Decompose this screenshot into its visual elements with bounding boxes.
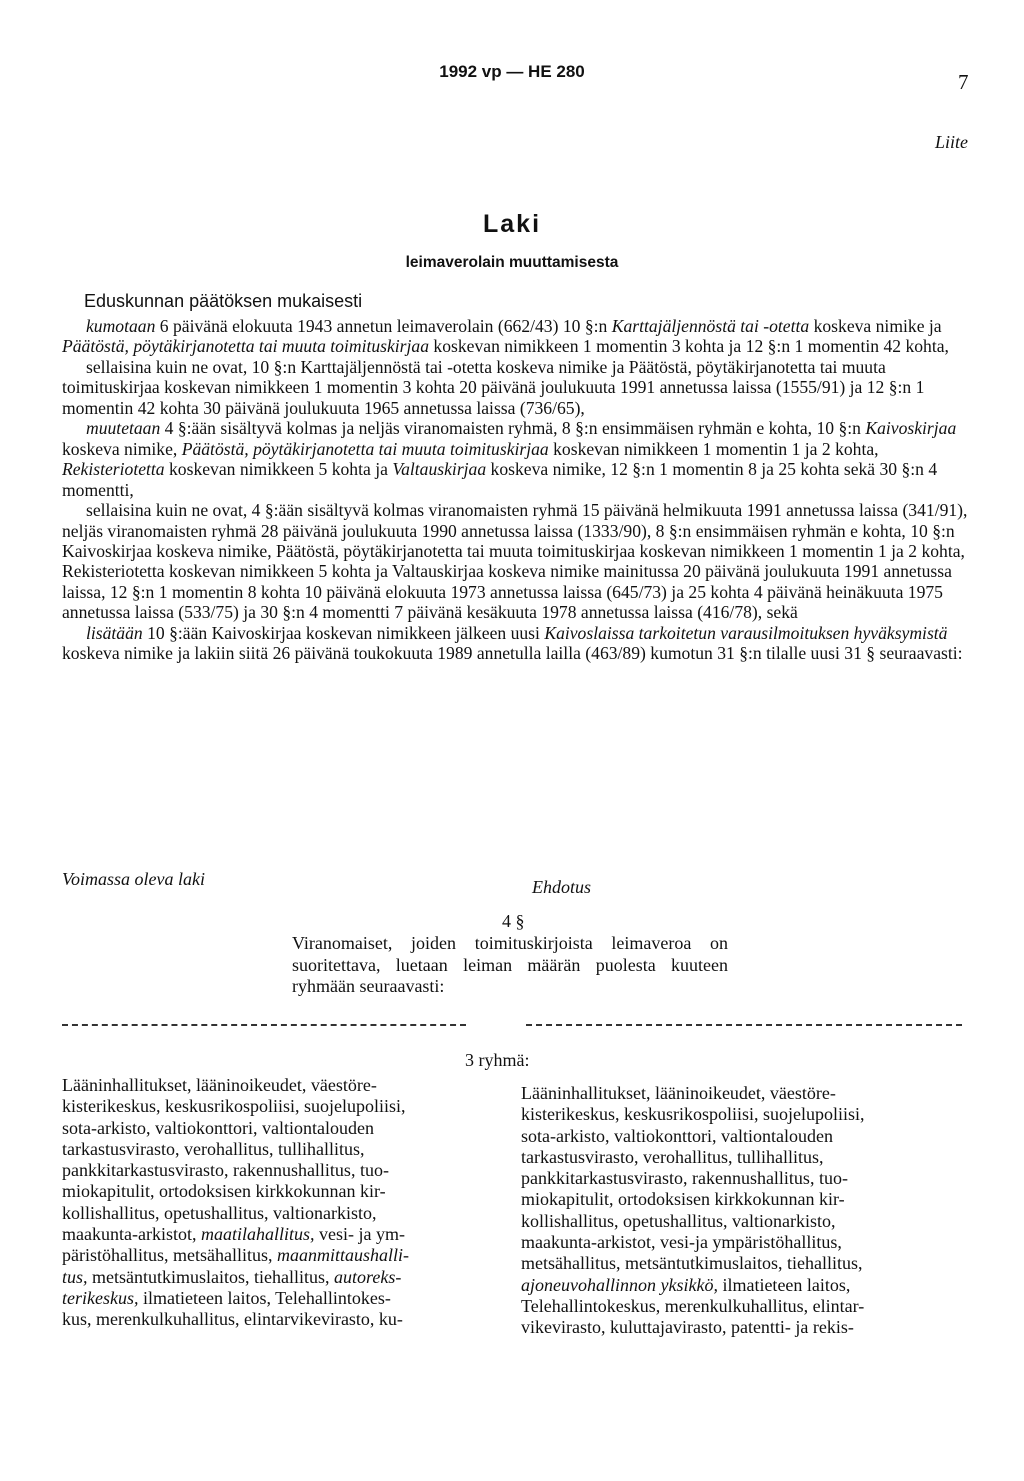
intro-paragraph-add: lisätään 10 §:ään Kaivoskirjaa koskevan nimikkeen jälkeen uusi Kaivoslaissa tarkoitetun varausilmoituksen hyväksymistä koskeva nimike ja lakiin siitä 26 päivänä toukokuuta 1989 annetulla lailla (463/89) kumotun 31 §:n tilalle uusi 31 § seuraavasti: (62, 622, 963, 664)
intro-paragraph-amend: muutetaan 4 §:ään sisältyvä kolmas ja neljäs viranomaisten ryhmä, 8 §:n ensimmäisen ryhmän e kohta, 10 §:n Kaivoskirjaa koskeva nimike, Päätöstä, pöytäkirjanotetta tai muuta toimituskirjaa koskevan nimikkeen 1 momentin 1 ja 2 kohta, Rekisteriotetta koskevan nimikkeen 5 kohta ja Valtauskirjaa koskeva nimike, 12 §:n 1 momentin 8 ja 25 kohta sekä 30 §:n 4 momentti, (62, 418, 957, 500)
text-line: vikevirasto, kuluttajavirasto, patentti- ja rekis- (521, 1317, 854, 1338)
text-line: sota-arkisto, valtiokonttori, valtiontalouden (62, 1117, 374, 1138)
keyword-add: lisätään (86, 622, 143, 643)
text-line: metsähallitus, metsäntutkimuslaitos, tiehallitus, (521, 1253, 863, 1274)
intro-paragraph-repeal-history: sellaisina kuin ne ovat, 10 §:n Karttajäljennöstä tai -otetta koskeva nimike ja Päätöstä, pöytäkirjanotetta tai muuta toimituskirjaa koskevan nimikkeen 1 momentin 3 kohta 20 päivänä joulukuuta 1991 annetussa laissa (1555/91) ja 12 §:n 1 momentin 42 kohta 30 päivänä joulukuuta 1965 annetussa laissa (736/65), (62, 356, 925, 418)
section-4-heading: 4 § (502, 911, 525, 931)
text-line: tus, metsäntutkimuslaitos, tiehallitus, autoreks- (62, 1266, 402, 1287)
text-line: terikeskus, ilmatieteen laitos, Telehallintokes- (62, 1287, 391, 1308)
page-header: 1992 vp — HE 280 (439, 62, 585, 81)
law-subtitle: leimaverolain muuttamisesta (405, 254, 619, 271)
intro-paragraph-repeal: kumotaan 6 päivänä elokuuta 1943 annetun leimaverolain (662/43) 10 §:n Karttajäljennöstä tai -otetta koskeva nimike ja Päätöstä, pöytäkirjanotetta tai muuta toimituskirjaa koskevan nimikkeen 1 momentin 3 kohta ja 12 §:n 1 momentin 42 kohta, (62, 316, 949, 357)
keyword-repeal: kumotaan (86, 316, 156, 336)
text-line: maakunta-arkistot, vesi-ja ympäristöhallitus, (521, 1232, 842, 1253)
section-4-body: Viranomaiset, joiden toimituskirjoista leimaveroa on suoritettava, luetaan leiman määrän puolesta kuuteen ryhmään seuraavasti: (292, 933, 728, 996)
group-3-heading: 3 ryhmä: (465, 1050, 530, 1070)
text-line: sota-arkisto, valtiokonttori, valtiontalouden (521, 1125, 833, 1146)
current-law-group-3-list (62, 1075, 498, 1331)
text-line: kus, merenkulkuhallitus, elintarvikevirasto, ku- (62, 1309, 403, 1330)
proposal-group-3-list (521, 1083, 957, 1339)
text-line: tarkastusvirasto, verohallitus, tullihallitus, (62, 1138, 365, 1159)
text-line: pankkitarkastusvirasto, rakennushallitus, tuo- (521, 1168, 848, 1189)
appendix-label: Liite (935, 132, 969, 152)
intro-text (62, 316, 968, 664)
law-title: Laki (482, 210, 542, 238)
keyword-amend: muutetaan (86, 418, 161, 439)
text-line: kisterikeskus, keskusrikospoliisi, suojelupoliisi, (62, 1096, 406, 1117)
text-line: Telehallintokeskus, merenkulkuhallitus, elintar- (521, 1295, 865, 1316)
column-heading-current-law: Voimassa oleva laki (62, 869, 205, 889)
text-line: ajoneuvohallinnon yksikkö, ilmatieteen laitos, (521, 1274, 851, 1295)
text-line: miokapitulit, ortodoksisen kirkkokunnan kir- (521, 1189, 845, 1210)
intro-paragraph-amend-history: sellaisina kuin ne ovat, 4 §:ään sisältyvä kolmas viranomaisten ryhmä 15 päivänä helmikuuta 1991 annetussa laissa (341/91), neljäs viranomaisten ryhmä 28 päivänä joulukuuta 1990 annetussa laissa (1333/90), 8 §:n ensimmäisen ryhmän e kohta, 10 §:n Kaivoskirjaa koskeva nimike, Päätöstä, pöytäkirjanotetta tai muuta toimituskirjaa koskevan nimikkeen 1 momentin 1 ja 2 kohta, Rekisteriotetta koskevan nimikkeen 5 kohta ja Valtauskirjaa koskeva nimike mainitussa 20 päivänä joulukuuta 1991 annetussa laissa, 12 §:n 1 momentin 8 kohta 10 päivänä elokuuta 1973 annetussa laissa (645/73) ja 25 kohta 4 päivänä heinäkuuta 1975 annetussa laissa (533/75) ja 30 §:n 4 momentti 7 päivänä kesäkuuta 1978 annetussa laissa (416/78), sekä (62, 500, 968, 623)
enactment-clause: Eduskunnan päätöksen mukaisesti (84, 291, 363, 311)
text-line: miokapitulit, ortodoksisen kirkkokunnan kir- (62, 1181, 386, 1202)
text-line: kollishallitus, opetushallitus, valtionarkisto, (521, 1210, 836, 1231)
text-line: kollishallitus, opetushallitus, valtionarkisto, (62, 1202, 377, 1223)
text-line: pankkitarkastusvirasto, rakennushallitus, tuo- (62, 1160, 389, 1181)
text-line: päristöhallitus, metsähallitus, maanmittaushalli- (62, 1245, 409, 1266)
column-heading-proposal: Ehdotus (532, 877, 592, 897)
text-line: Lääninhallitukset, lääninoikeudet, väestöre- (62, 1075, 377, 1095)
omission-divider-right (526, 1024, 962, 1026)
text-line: tarkastusvirasto, verohallitus, tullihallitus, (521, 1146, 824, 1167)
text-line: maakunta-arkistot, maatilahallitus, vesi- ja ym- (62, 1224, 405, 1245)
text-line: kisterikeskus, keskusrikospoliisi, suojelupoliisi, (521, 1104, 865, 1125)
omission-divider-left (62, 1024, 466, 1026)
text-line: Lääninhallitukset, lääninoikeudet, väestöre- (521, 1083, 836, 1103)
page-number: 7 (958, 70, 969, 94)
